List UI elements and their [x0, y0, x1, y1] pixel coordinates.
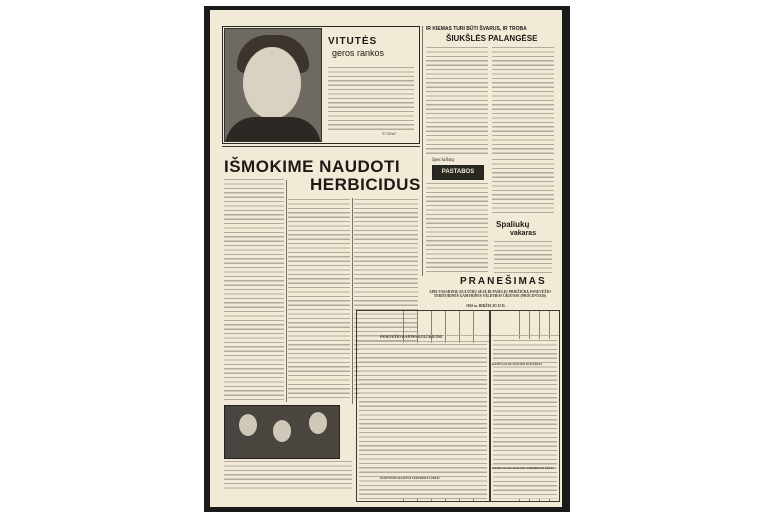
kicker: IR KIEMAS TURI BŪTI ŠVARUS, IR TROBA [426, 26, 527, 32]
pranesimas-title: PRANEŠIMAS [460, 276, 547, 287]
vitutes-signature: N. Ulevič [382, 132, 396, 136]
herbicidai-col1 [224, 178, 284, 400]
siuksles-col2 [492, 46, 554, 154]
spec-label: Specialistų [432, 158, 454, 163]
section-a-label: PANEVĖŽIO RAJONO KOLŪKIUOSE [380, 335, 443, 339]
spec-badge: PASTABOS [432, 165, 484, 180]
col-rule-1 [286, 180, 287, 402]
headline-rule [222, 146, 420, 147]
section-b-label: RAMYGALOS RAJONO KOLŪKIAI [492, 362, 542, 366]
siuksles-title: ŠIUKŠLĖS PALANGĖSE [446, 34, 538, 43]
main-headline-line2: HERBICIDUS [310, 175, 421, 194]
spaliuku-title: Spaliukų [496, 220, 530, 229]
report-table-right [490, 310, 560, 502]
section-d-label: PANEVĖŽIO RAJONO TARYBINIAI ŪKIAI [380, 476, 440, 480]
vitutes-title: VITUTĖS [328, 36, 378, 47]
pranesimas-date: 1962 m. BIRŽELIO 25 D. [466, 304, 506, 308]
main-headline-line1: IŠMOKIME NAUDOTI [224, 157, 401, 176]
spaliuku-text [494, 240, 552, 274]
right-col-text [492, 158, 554, 216]
herbicidai-col2 [288, 198, 350, 400]
photo-caption [224, 460, 352, 490]
pranesimas-subtitle: APIE VASARINIŲ KULTŪRŲ SĖJĄ IR PAŠELIŲ PRIEŽIŪRĄ PANEVĖŽIO TERITORINĖS GAMYBINĖS VALDYBOS ŪKIUOSE (PROCENTAIS) [429, 290, 551, 299]
vitutes-subtitle: geros rankos [332, 48, 385, 58]
siuksles-col1 [426, 46, 488, 154]
newspaper-page [210, 10, 562, 507]
bottom-photo [224, 405, 340, 459]
spaliuku-title2: vakaras [510, 230, 537, 237]
col-rule-3 [422, 26, 423, 276]
spec-text [426, 182, 488, 272]
vitutes-text [328, 66, 414, 130]
col-rule-2 [352, 198, 353, 404]
section-c-label: RAMYGALOS RAJONO TARYBINIAI ŪKIAI [492, 466, 554, 470]
